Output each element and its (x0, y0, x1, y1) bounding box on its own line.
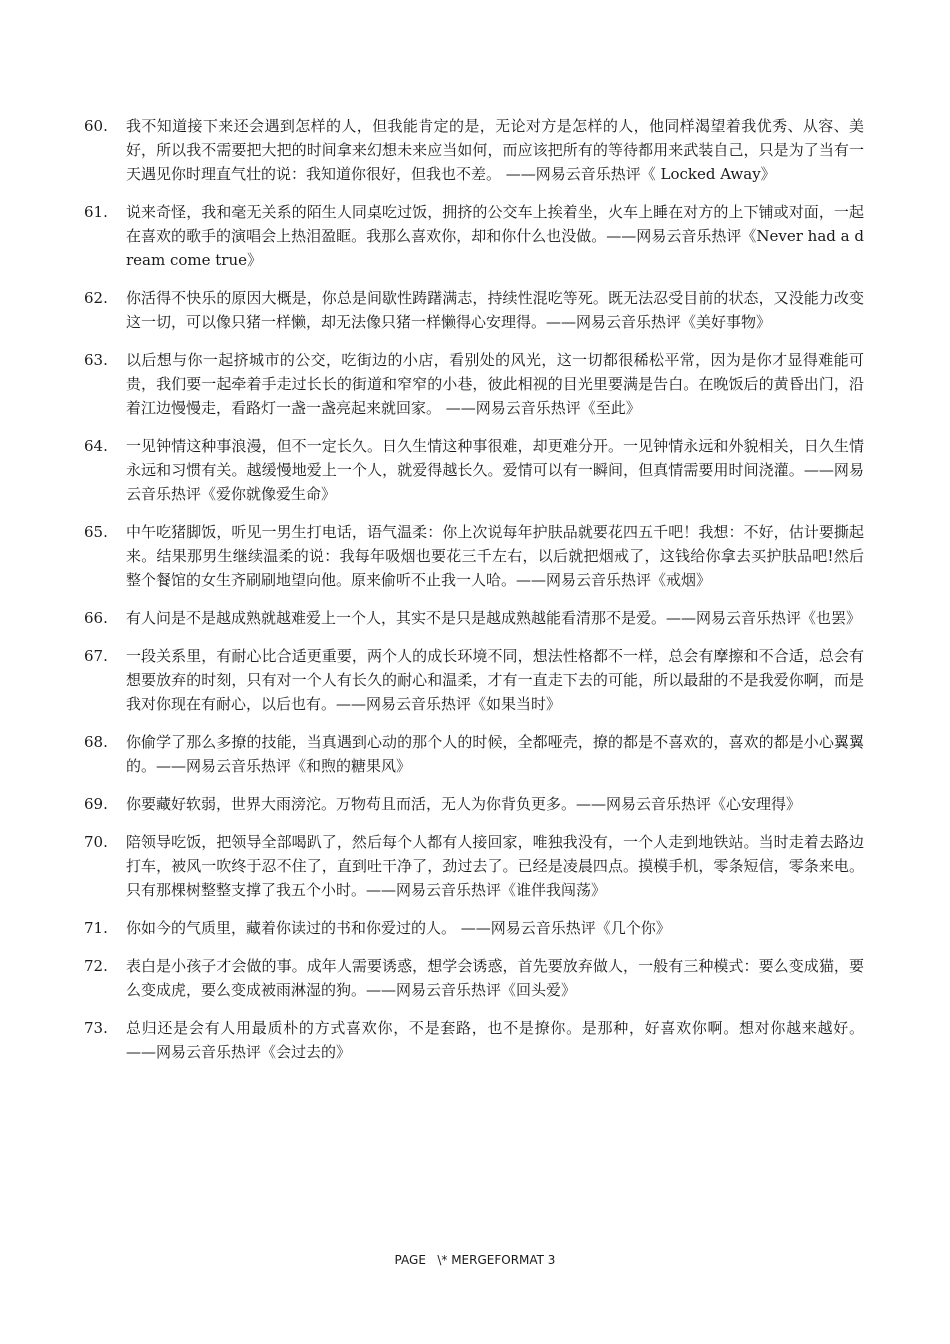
item-number: 71. (84, 919, 108, 937)
item-number: 70. (84, 833, 108, 851)
item-number: 67. (84, 647, 108, 665)
item-text: 一段关系里，有耐心比合适更重要，两个人的成长环境不同，想法性格都不一样，总会有摩擦和不合适，总会有想要放弃的时刻，只有对一个人有长久的耐心和温柔，才有一直走下去的可能，所以最甜的不是我爱你啊，而是我对你现在有耐心，以后也有。——网易云音乐热评《如果当时》 (126, 647, 864, 713)
item-text: 你要藏好软弱，世界大雨滂沱。万物苟且而活，无人为你背负更多。——网易云音乐热评《心安理得》 (126, 795, 802, 813)
list-item (84, 954, 864, 1002)
page-footer: PAGE \* MERGEFORMAT 3 (394, 1253, 556, 1267)
item-text: 你活得不快乐的原因大概是，你总是间歇性踌躇满志，持续性混吃等死。既无法忍受目前的状态，又没能力改变这一切，可以像只猪一样懒，却无法像只猪一样懒得心安理得。——网易云音乐热评《美好事物》 (126, 289, 864, 331)
item-number: 64. (84, 437, 108, 455)
item-text: 你偷学了那么多撩的技能，当真遇到心动的那个人的时候，全都哑壳，撩的都是不喜欢的，喜欢的都是小心翼翼的。——网易云音乐热评《和煦的糖果风》 (126, 733, 864, 775)
list-item (84, 916, 864, 940)
list-item (84, 200, 864, 272)
item-number: 73. (84, 1019, 108, 1037)
item-number: 68. (84, 733, 108, 751)
item-number: 60. (84, 117, 108, 135)
list-item (84, 792, 864, 816)
item-text: 我不知道接下来还会遇到怎样的人，但我能肯定的是，无论对方是怎样的人，他同样渴望着我优秀、从容、美好，所以我不需要把大把的时间拿来幻想未来应当如何，而应该把所有的等待都用来武装自己，只是为了当有一天遇见你时理直气壮的说：我知道你很好，但我也不差。 ——网易云音乐热评《 Locked Away》 (126, 117, 864, 183)
list-item (84, 606, 864, 630)
list-item (84, 286, 864, 334)
list-item (84, 730, 864, 778)
item-number: 72. (84, 957, 108, 975)
item-text: 以后想与你一起挤城市的公交，吃街边的小店，看别处的风光，这一切都很稀松平常，因为是你才显得难能可贵，我们要一起牵着手走过长长的街道和窄窄的小巷，彼此相视的目光里要满是告白。在晚饭后的黄昏出门，沿着江边慢慢走，看路灯一盏一盏亮起来就回家。 ——网易云音乐热评《至此》 (126, 351, 864, 417)
item-text: 表白是小孩子才会做的事。成年人需要诱惑，想学会诱惑，首先要放弃做人，一般有三种模式：要么变成猫，要么变成虎，要么变成被雨淋湿的狗。——网易云音乐热评《回头爱》 (126, 957, 864, 999)
list-item (84, 644, 864, 716)
list-item (84, 434, 864, 506)
item-text: 一见钟情这种事浪漫，但不一定长久。日久生情这种事很难，却更难分开。一见钟情永远和外貌相关，日久生情永远和习惯有关。越缓慢地爱上一个人，就爱得越长久。爱情可以有一瞬间，但真情需要用时间浇灌。——网易云音乐热评《爱你就像爱生命》 (126, 437, 864, 503)
item-number: 69. (84, 795, 108, 813)
list-item (84, 1016, 864, 1064)
item-text: 陪领导吃饭，把领导全部喝趴了，然后每个人都有人接回家，唯独我没有，一个人走到地铁站。当时走着去路边打车，被风一吹终于忍不住了，直到吐干净了，劲过去了。已经是凌晨四点。摸模手机，零条短信，零条来电。只有那棵树整整支撑了我五个小时。——网易云音乐热评《谁伴我闯荡》 (126, 833, 864, 899)
list-item (84, 830, 864, 902)
item-number: 62. (84, 289, 108, 307)
list-item (84, 114, 864, 186)
comment-list (84, 114, 864, 1078)
item-text: 总归还是会有人用最质朴的方式喜欢你，不是套路，也不是撩你。是那种，好喜欢你啊。想对你越来越好。 ——网易云音乐热评《会过去的》 (126, 1019, 864, 1061)
item-text: 说来奇怪，我和毫无关系的陌生人同桌吃过饭，拥挤的公交车上挨着坐，火车上睡在对方的上下铺或对面，一起在喜欢的歌手的演唱会上热泪盈眶。我那么喜欢你，却和你什么也没做。——网易云音乐热评《Never had a dream come true》 (126, 203, 864, 269)
item-number: 65. (84, 523, 108, 541)
list-item (84, 348, 864, 420)
item-number: 66. (84, 609, 108, 627)
item-text: 有人问是不是越成熟就越难爱上一个人，其实不是只是越成熟越能看清那不是爱。——网易云音乐热评《也罢》 (126, 609, 862, 627)
item-number: 63. (84, 351, 108, 369)
item-text: 中午吃猪脚饭，听见一男生打电话，语气温柔：你上次说每年护肤品就要花四五千吧！我想：不好，估计要撕起来。结果那男生继续温柔的说：我每年吸烟也要花三千左右，以后就把烟戒了，这钱给你拿去买护肤品吧!然后整个餐馆的女生齐刷刷地望向他。原来偷听不止我一人哈。——网易云音乐热评《戒烟》 (126, 523, 864, 589)
list-item (84, 520, 864, 592)
item-text: 你如今的气质里，藏着你读过的书和你爱过的人。 ——网易云音乐热评《几个你》 (126, 919, 671, 937)
item-number: 61. (84, 203, 108, 221)
